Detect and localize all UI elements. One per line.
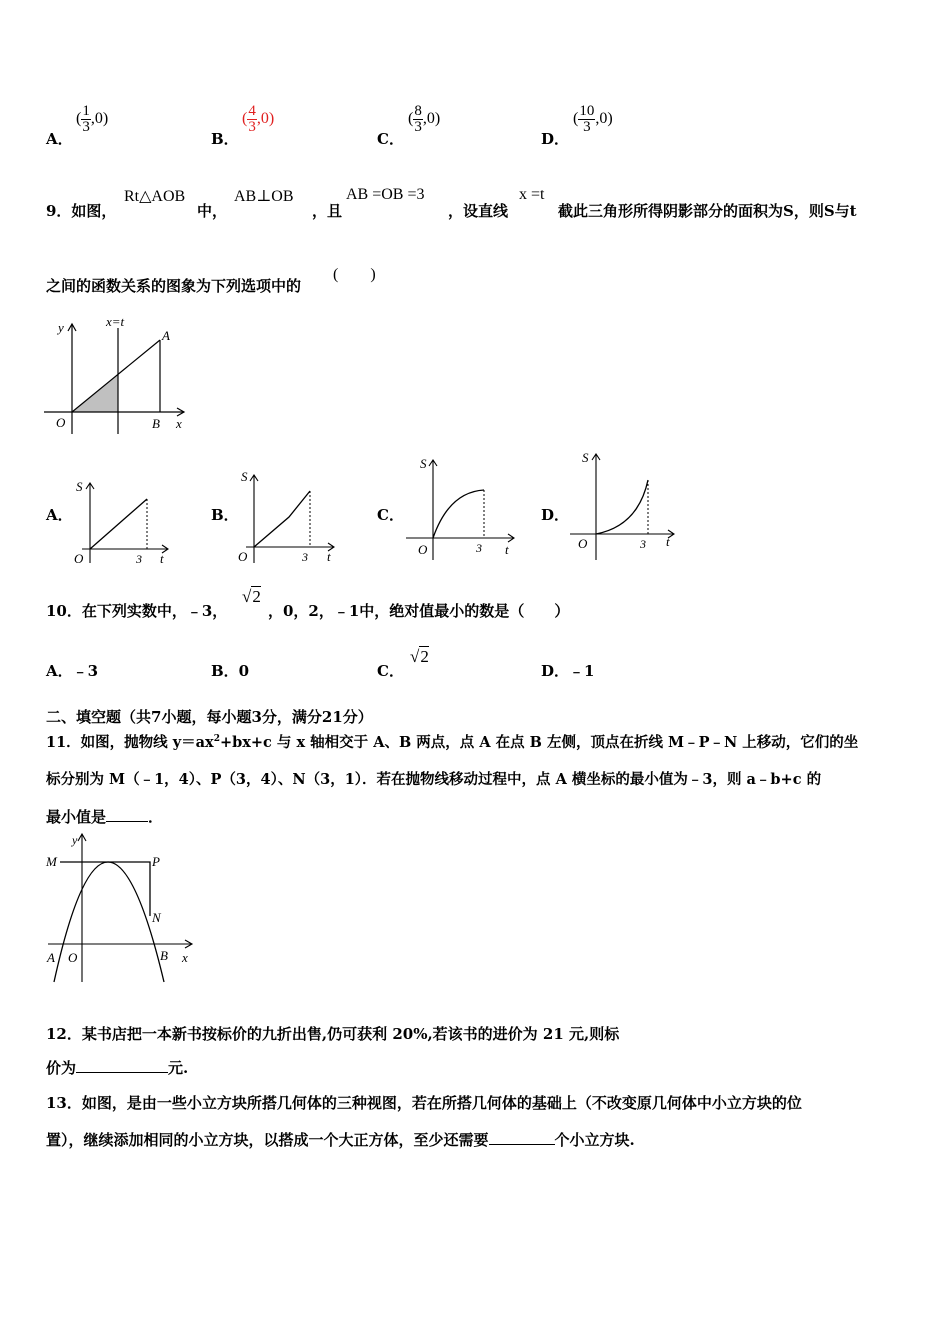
q9-option-b-graph — [234, 467, 339, 567]
svg-text:A: A — [47, 950, 55, 965]
q9-option-a-graph — [70, 477, 170, 567]
svg-text:S: S — [420, 456, 427, 471]
q11-line-1: 11．如图，抛物线 $y=ax^2+bx+c$ 与 x 轴相交于 A、B 两点，点 A 在点 B 左侧，顶点在折线 M﹣P﹣N 上移动，它们的坐 — [46, 734, 859, 751]
q11-answer-blank[interactable] — [106, 807, 148, 822]
q10-option-b: B．0 — [211, 662, 250, 680]
q9-text-5: 截此三角形所得阴影部分的面积为S，则S与t — [558, 202, 857, 220]
q13-line-1: 13．如图，是由一些小立方块所搭几何体的三种视图，若在所搭几何体的基础上（不改变原几何体中小立方块的位 — [46, 1094, 802, 1112]
q12-answer-blank[interactable] — [76, 1058, 168, 1073]
q11-line-3: 最小值是 ． — [46, 808, 164, 826]
svg-text:M: M — [46, 854, 57, 869]
q13-answer-blank[interactable] — [489, 1130, 555, 1145]
svg-text:3: 3 — [640, 537, 646, 551]
svg-text:N: N — [152, 910, 161, 925]
svg-text:S: S — [241, 469, 248, 484]
q10-option-c: C． — [377, 662, 404, 680]
polyline-mpn — [60, 862, 150, 916]
svg-text:O: O — [578, 536, 588, 551]
q10-option-a: A．﹣3 — [46, 662, 99, 680]
q9-option-c-graph — [404, 452, 519, 562]
label-b: B — [152, 416, 160, 431]
svg-text:O: O — [418, 542, 428, 557]
label-y: y — [58, 320, 64, 335]
q12-line-1: 12．某书店把一本新书按标价的九折出售,仍可获利 20%,若该书的进价为 21 元,则标 — [46, 1025, 620, 1043]
svg-text:S: S — [582, 450, 589, 465]
s-curve-concave — [433, 490, 484, 538]
q10-sqrt-2: √2 — [242, 587, 261, 606]
q9-answer-paren: ( ) — [333, 266, 376, 283]
svg-text:O: O — [68, 950, 78, 965]
label-x-eq-t: x=t — [106, 314, 125, 329]
q9-option-d-label: D． — [541, 506, 570, 524]
q10-text-1: 10．在下列实数中，﹣3， — [46, 602, 228, 620]
q8-option-c-value: ( $\frac{8}{3}$ ,0) — [408, 103, 441, 135]
q9-triangle-figure — [44, 314, 190, 436]
q11-line-2: 标分别为 M（﹣1，4）、P（3，4）、N（3，1）．若在抛物线移动过程中，点 A 横坐标的最小值为﹣3，则 a﹣b+c 的 — [46, 771, 822, 788]
q8-option-a-label: A． — [46, 130, 73, 148]
svg-text:O: O — [238, 549, 248, 564]
label-o: O — [56, 415, 66, 430]
label-a: A — [162, 328, 170, 343]
q10-option-d: D．﹣1 — [541, 662, 595, 680]
svg-text:t: t — [505, 542, 509, 557]
s-curve-piecewise — [254, 491, 310, 547]
q9-text-4: ，设直线 — [448, 202, 509, 220]
s-curve-linear — [90, 499, 147, 549]
svg-text:3: 3 — [302, 550, 308, 564]
svg-text:y: y — [72, 833, 78, 847]
section-2-title: 二、填空题（共7小题，每小题3分，满分21分） — [46, 708, 373, 726]
q8-option-d-value: ( $\frac{10}{3}$ ,0) — [573, 103, 613, 135]
svg-text:S: S — [76, 479, 83, 494]
svg-text:3: 3 — [136, 552, 142, 566]
q10-text-2: ，0，2，﹣1中，绝对值最小的数是（ ） — [268, 602, 570, 620]
q9-text-2: 中， — [197, 202, 228, 220]
q9-math-triangle: Rt△AOB — [124, 188, 186, 205]
svg-text:t: t — [160, 551, 164, 566]
q9-math-perp: AB⊥OB — [234, 188, 294, 205]
q9-option-a-label: A． — [46, 506, 73, 524]
q11-parabola-figure — [44, 832, 196, 990]
q8-option-c-label: C． — [377, 130, 404, 148]
label-x: x — [176, 416, 182, 431]
q10-option-c-sqrt: √2 — [410, 647, 429, 666]
q12-line-2: 价为 元. — [46, 1059, 189, 1077]
q9-option-b-label: B． — [211, 506, 239, 524]
q13-line-2: 置），继续添加相同的小立方块，以搭成一个大正方体，至少还需要 个小立方块. — [46, 1131, 635, 1149]
s-curve-convex — [596, 480, 648, 534]
svg-text:t: t — [327, 549, 331, 564]
svg-text:3: 3 — [476, 541, 482, 555]
svg-text:x: x — [182, 950, 188, 965]
q8-option-a-value: ( $\frac{1}{3}$ ,0) — [76, 103, 109, 135]
q9-text-3: ，且 — [312, 202, 343, 220]
q9-math-equal: AB =OB =3 — [346, 186, 425, 203]
svg-text:B: B — [160, 948, 168, 963]
q8-option-b-label: B． — [211, 130, 239, 148]
q9-option-c-label: C． — [377, 506, 404, 524]
q8-option-b-value: ( $\frac{4}{3}$ ,0) — [242, 103, 275, 135]
q9-option-d-graph — [568, 446, 680, 561]
q9-text-1: 9．如图， — [46, 202, 117, 220]
svg-text:O: O — [74, 551, 84, 566]
q9-math-line: x =t — [519, 186, 545, 203]
q9-text-line2: 之间的函数关系的图象为下列选项中的 — [46, 277, 302, 295]
q8-option-d-label: D． — [541, 130, 570, 148]
svg-text:t: t — [666, 534, 670, 549]
svg-text:P: P — [152, 854, 160, 869]
